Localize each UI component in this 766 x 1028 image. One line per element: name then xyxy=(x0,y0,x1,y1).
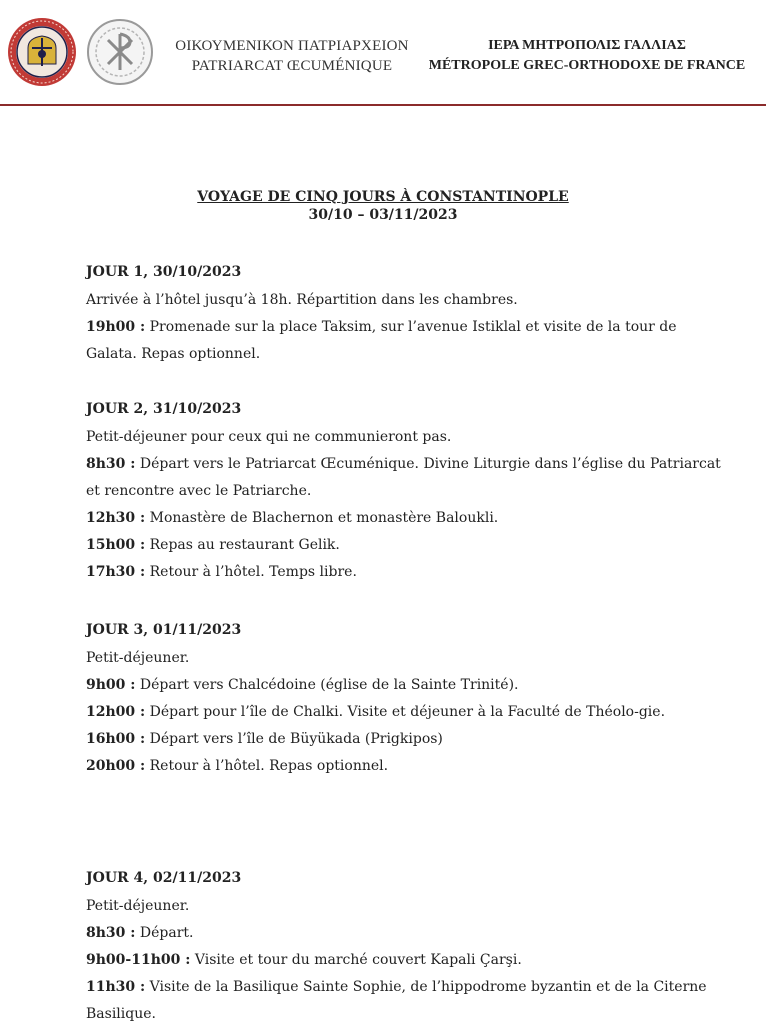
item-time: 11h30 : xyxy=(86,979,146,995)
itinerary-item xyxy=(86,672,726,699)
itinerary-item xyxy=(86,753,726,780)
item-text: Petit-déjeuner. xyxy=(86,898,190,914)
item-time: 8h30 : xyxy=(86,456,136,472)
item-text: Départ vers le Patriarcat Œcuménique. Divine Liturgie dans l’église du Patriarcat et rencontre avec le Patriarche. xyxy=(86,456,721,499)
day-heading: JOUR 3, 01/11/2023 xyxy=(86,622,242,638)
day-section-4 xyxy=(86,867,726,1028)
patriarchate-name xyxy=(168,36,416,76)
item-text: Retour à l’hôtel. Repas optionnel. xyxy=(145,758,389,774)
day-section-1 xyxy=(86,261,726,368)
itinerary-item xyxy=(86,287,726,314)
item-text: Petit-déjeuner pour ceux qui ne communieront pas. xyxy=(86,429,452,445)
itinerary-item xyxy=(86,920,726,947)
date-range: 30/10 – 03/11/2023 xyxy=(308,207,458,223)
document-title xyxy=(0,188,766,224)
item-text: Visite et tour du marché couvert Kapali Çarşi. xyxy=(190,952,522,968)
itinerary-item xyxy=(86,645,726,672)
day-section-2 xyxy=(86,398,726,586)
item-time: 17h30 : xyxy=(86,564,146,580)
item-text: Arrivée à l’hôtel jusqu’à 18h. Répartition dans les chambres. xyxy=(86,292,518,308)
itinerary-item xyxy=(86,451,726,505)
itinerary-item xyxy=(86,532,726,559)
item-text: Repas au restaurant Gelik. xyxy=(145,537,340,553)
itinerary-item xyxy=(86,726,726,753)
itinerary-item xyxy=(86,947,726,974)
item-time: 9h00-11h00 : xyxy=(86,952,191,968)
item-time: 8h30 : xyxy=(86,925,136,941)
item-time: 12h30 : xyxy=(86,510,146,526)
patriarchate-seal-icon xyxy=(6,16,78,88)
item-time: 9h00 : xyxy=(86,677,136,693)
patriarchate-name-french: PATRIARCAT ŒCUMÉNIQUE xyxy=(191,58,393,74)
item-text: Monastère de Blachernon et monastère Baloukli. xyxy=(145,510,499,526)
itinerary-item xyxy=(86,424,726,451)
item-text: Départ pour l’île de Chalki. Visite et déjeuner à la Faculté de Théolo-gie. xyxy=(145,704,666,720)
item-time: 15h00 : xyxy=(86,537,146,553)
item-text: Retour à l’hôtel. Temps libre. xyxy=(145,564,357,580)
item-time: 20h00 : xyxy=(86,758,146,774)
day-heading: JOUR 2, 31/10/2023 xyxy=(86,401,242,417)
itinerary-item xyxy=(86,699,726,726)
day-heading: JOUR 1, 30/10/2023 xyxy=(86,264,242,280)
metropolis-name-french: MÉTROPOLE GREC-ORTHODOXE DE FRANCE xyxy=(428,58,746,73)
item-text: Départ vers l’île de Büyükada (Prigkipos) xyxy=(145,731,443,747)
item-text: Départ vers Chalcédoine (église de la Sainte Trinité). xyxy=(135,677,519,693)
itinerary-item xyxy=(86,505,726,532)
metropolis-name-greek: ΙΕΡΑ ΜΗΤΡΟΠΟΛΙΣ ΓΑΛΛΙΑΣ xyxy=(488,38,686,53)
item-text: Départ. xyxy=(135,925,194,941)
day-heading: JOUR 4, 02/11/2023 xyxy=(86,870,242,886)
item-text: Promenade sur la place Taksim, sur l’avenue Istiklal et visite de la tour de Galata. Repas optionnel. xyxy=(86,319,677,362)
itinerary-item xyxy=(86,314,726,368)
item-time: 12h00 : xyxy=(86,704,146,720)
chi-rho-seal-icon xyxy=(86,18,154,86)
item-text: Petit-déjeuner. xyxy=(86,650,190,666)
item-time: 19h00 : xyxy=(86,319,146,335)
title-line: VOYAGE DE CINQ JOURS À CONSTANTINOPLE xyxy=(197,189,569,205)
patriarchate-name-greek: ΟΙΚΟΥΜΕΝΙΚΟΝ ΠΑΤΡΙΑΡΧΕΙΟΝ xyxy=(175,38,409,54)
header-divider xyxy=(0,104,766,106)
itinerary-item xyxy=(86,974,726,1028)
item-text: Visite de la Basilique Sainte Sophie, de l’hippodrome byzantin et de la Citerne Basilique. xyxy=(86,979,707,1022)
metropolis-name xyxy=(416,36,758,76)
itinerary-item xyxy=(86,893,726,920)
itinerary-item xyxy=(86,559,726,586)
day-section-3 xyxy=(86,619,726,780)
letterhead xyxy=(0,0,766,108)
item-time: 16h00 : xyxy=(86,731,146,747)
